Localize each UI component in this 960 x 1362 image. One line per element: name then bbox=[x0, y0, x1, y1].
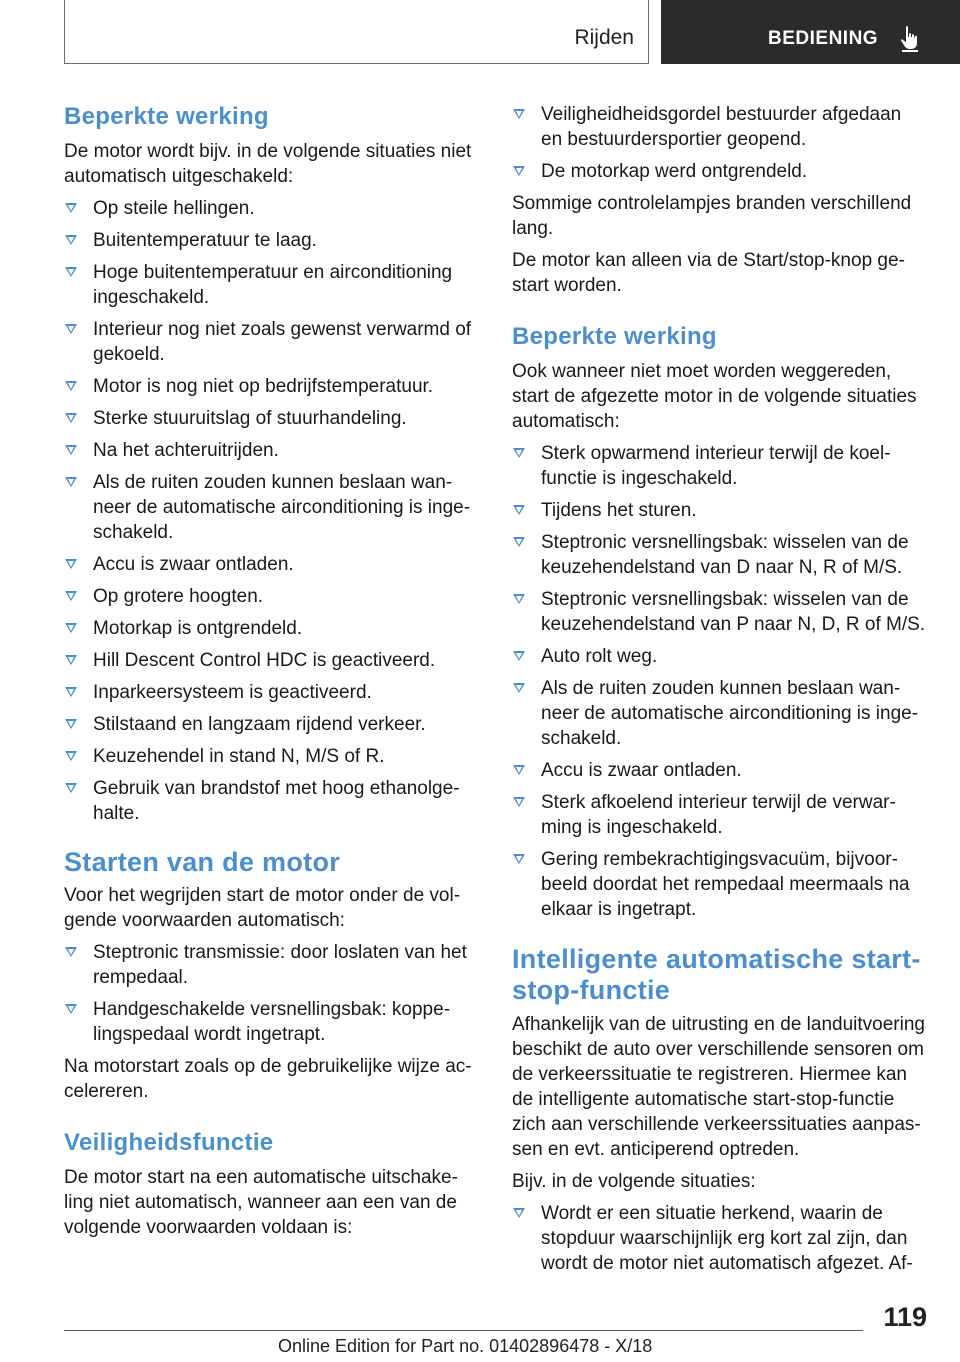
list-item bbox=[64, 470, 478, 545]
header-section-box bbox=[64, 0, 649, 64]
list-item-text: Hoge buitentemperatuur en airconditioning ingeschakeld. bbox=[93, 262, 453, 308]
list-item bbox=[64, 616, 478, 641]
list-item-text: Handgeschakelde versnellingsbak: koppelingspedaal wordt ingetrapt. bbox=[93, 999, 451, 1045]
bullet-list bbox=[64, 940, 478, 1047]
right-column bbox=[512, 102, 926, 1276]
paragraph: Na motorstart zoals op de gebruikelijke wijze accelereren. bbox=[64, 1056, 472, 1102]
triangle-bullet-icon bbox=[65, 719, 77, 729]
triangle-bullet-icon bbox=[65, 477, 77, 487]
triangle-bullet-icon bbox=[65, 267, 77, 277]
triangle-bullet-icon bbox=[65, 751, 77, 761]
list-item bbox=[512, 1201, 926, 1276]
list-item-text: Na het achteruitrijden. bbox=[93, 440, 279, 461]
paragraph: Ook wanneer niet moet worden weggereden, start de afgezette motor in de volgende situaties automatisch: bbox=[512, 361, 917, 432]
triangle-bullet-icon bbox=[513, 797, 525, 807]
list-item bbox=[512, 498, 926, 523]
bullet-list bbox=[512, 441, 926, 922]
list-item-text: Veiligheidheidsgordel bestuurder afgedaan en bestuurdersportier geopend. bbox=[541, 104, 902, 150]
heading-beperkte-werking-2: Beperkte werking bbox=[512, 323, 717, 350]
triangle-bullet-icon bbox=[65, 235, 77, 245]
triangle-bullet-icon bbox=[513, 537, 525, 547]
list-item bbox=[64, 744, 478, 769]
triangle-bullet-icon bbox=[513, 765, 525, 775]
triangle-bullet-icon bbox=[65, 947, 77, 957]
heading-beperkte-werking: Beperkte werking bbox=[64, 103, 269, 130]
list-item-text: Wordt er een situatie herkend, waarin de stopduur waarschijnlijk erg kort zal zijn, dan wordt de motor niet automatisch afgezet. Af- bbox=[541, 1203, 913, 1274]
list-item bbox=[512, 530, 926, 580]
triangle-bullet-icon bbox=[65, 559, 77, 569]
paragraph: De motor kan alleen via de Start/stop-knop gestart worden. bbox=[512, 250, 905, 296]
list-item bbox=[64, 584, 478, 609]
list-item-text: Auto rolt weg. bbox=[541, 646, 658, 667]
paragraph: Sommige controlelampjes branden verschillend lang. bbox=[512, 193, 912, 239]
list-item-text: Als de ruiten zouden kunnen beslaan wanneer de automatische airconditioning is ingeschakeld. bbox=[93, 472, 471, 543]
paragraph: De motor start na een automatische uitschakeling niet automatisch, wanneer aan een van de volgende voorwaarden voldaan is: bbox=[64, 1167, 458, 1238]
list-item-text: Gering rembekrachtigingsvacuüm, bijvoorbeeld doordat het rempedaal meermaals na elkaar is ingetrapt. bbox=[541, 849, 910, 920]
list-item bbox=[512, 758, 926, 783]
footer-divider bbox=[64, 1330, 863, 1331]
heading-intelligente-start-stop: Intelligente automatische start-stop-functie bbox=[512, 944, 921, 1005]
bullet-list bbox=[64, 196, 478, 826]
triangle-bullet-icon bbox=[513, 854, 525, 864]
list-item-text: Op grotere hoogten. bbox=[93, 586, 264, 607]
triangle-bullet-icon bbox=[65, 445, 77, 455]
list-item-text: Sterke stuuruitslag of stuurhandeling. bbox=[93, 408, 407, 429]
triangle-bullet-icon bbox=[65, 783, 77, 793]
triangle-bullet-icon bbox=[513, 594, 525, 604]
triangle-bullet-icon bbox=[513, 1208, 525, 1218]
list-item-text: Sterk afkoelend interieur terwijl de verwarming is ingeschakeld. bbox=[541, 792, 896, 838]
left-column bbox=[64, 102, 478, 1240]
list-item bbox=[64, 712, 478, 737]
chapter-tab-label: BEDIENING bbox=[768, 28, 879, 49]
list-item bbox=[512, 790, 926, 840]
paragraph: Voor het wegrijden start de motor onder de volgende voorwaarden automatisch: bbox=[64, 885, 461, 931]
hand-pointer-icon bbox=[898, 25, 922, 53]
list-item-text: Gebruik van brandstof met hoog ethanolgehalte. bbox=[93, 778, 460, 824]
triangle-bullet-icon bbox=[65, 324, 77, 334]
list-item-text: Accu is zwaar ontladen. bbox=[93, 554, 294, 575]
triangle-bullet-icon bbox=[65, 381, 77, 391]
list-item bbox=[64, 374, 478, 399]
list-item-text: Buitentemperatuur te laag. bbox=[93, 230, 317, 251]
section-title: Rijden bbox=[574, 26, 634, 49]
list-item bbox=[512, 587, 926, 637]
list-item-text: Steptronic versnellingsbak: wisselen van de keuzehendelstand van D naar N, R of M/S. bbox=[541, 532, 909, 578]
chapter-tab bbox=[661, 0, 960, 64]
list-item-text: Steptronic versnellingsbak: wisselen van de keuzehendelstand van P naar N, D, R of M/S. bbox=[541, 589, 926, 635]
triangle-bullet-icon bbox=[65, 203, 77, 213]
triangle-bullet-icon bbox=[513, 505, 525, 515]
triangle-bullet-icon bbox=[65, 1004, 77, 1014]
list-item bbox=[64, 680, 478, 705]
list-item-text: Steptronic transmissie: door loslaten van het rempedaal. bbox=[93, 942, 467, 988]
triangle-bullet-icon bbox=[513, 109, 525, 119]
list-item bbox=[64, 940, 478, 990]
triangle-bullet-icon bbox=[513, 683, 525, 693]
triangle-bullet-icon bbox=[65, 687, 77, 697]
list-item bbox=[512, 847, 926, 922]
list-item-text: Inparkeersysteem is geactiveerd. bbox=[93, 682, 372, 703]
triangle-bullet-icon bbox=[65, 655, 77, 665]
triangle-bullet-icon bbox=[65, 591, 77, 601]
heading-starten-van-de-motor: Starten van de motor bbox=[64, 847, 341, 877]
list-item bbox=[512, 676, 926, 751]
triangle-bullet-icon bbox=[65, 413, 77, 423]
list-item bbox=[64, 552, 478, 577]
page-number: 119 bbox=[883, 1302, 927, 1332]
list-item bbox=[512, 159, 926, 184]
bullet-list bbox=[512, 102, 926, 184]
list-item bbox=[512, 644, 926, 669]
list-item-text: Tijdens het sturen. bbox=[541, 500, 697, 521]
triangle-bullet-icon bbox=[513, 651, 525, 661]
triangle-bullet-icon bbox=[513, 166, 525, 176]
bullet-list bbox=[512, 1201, 926, 1276]
triangle-bullet-icon bbox=[513, 448, 525, 458]
page-header bbox=[0, 0, 960, 66]
triangle-bullet-icon bbox=[65, 623, 77, 633]
list-item bbox=[64, 196, 478, 221]
list-item-text: Keuzehendel in stand N, M/S of R. bbox=[93, 746, 385, 767]
list-item bbox=[64, 997, 478, 1047]
list-item-text: Op steile hellingen. bbox=[93, 198, 255, 219]
list-item bbox=[512, 102, 926, 152]
paragraph: Afhankelijk van de uitrusting en de landuitvoering beschikt de auto over verschillende sensoren om de verkeerssituatie te registreren. Hiermee kan de intelligente automatische start-stop-functie zich aan verschillende verkeerssituaties aanpassen en evt. anticiperend optreden. bbox=[512, 1014, 925, 1160]
list-item bbox=[512, 441, 926, 491]
list-item-text: Sterk opwarmend interieur terwijl de koelfunctie is ingeschakeld. bbox=[541, 443, 891, 489]
list-item-text: De motorkap werd ontgrendeld. bbox=[541, 161, 808, 182]
list-item-text: Interieur nog niet zoals gewenst verwarmd of gekoeld. bbox=[93, 319, 472, 365]
heading-veiligheidsfunctie: Veiligheidsfunctie bbox=[64, 1129, 274, 1156]
list-item bbox=[64, 438, 478, 463]
list-item bbox=[64, 648, 478, 673]
list-item-text: Als de ruiten zouden kunnen beslaan wanneer de automatische airconditioning is ingeschakeld. bbox=[541, 678, 919, 749]
list-item bbox=[64, 228, 478, 253]
paragraph: Bijv. in de volgende situaties: bbox=[512, 1171, 756, 1192]
list-item-text: Stilstaand en langzaam rijdend verkeer. bbox=[93, 714, 426, 735]
list-item bbox=[64, 260, 478, 310]
footer-edition: Online Edition for Part no. 01402896478 - X/18 bbox=[278, 1336, 653, 1356]
list-item-text: Hill Descent Control HDC is geactiveerd. bbox=[93, 650, 436, 671]
list-item-text: Motor is nog niet op bedrijfstemperatuur. bbox=[93, 376, 434, 397]
list-item bbox=[64, 776, 478, 826]
list-item-text: Motorkap is ontgrendeld. bbox=[93, 618, 303, 639]
list-item bbox=[64, 406, 478, 431]
paragraph: De motor wordt bijv. in de volgende situaties niet automatisch uitgeschakeld: bbox=[64, 141, 472, 187]
list-item-text: Accu is zwaar ontladen. bbox=[541, 760, 742, 781]
list-item bbox=[64, 317, 478, 367]
